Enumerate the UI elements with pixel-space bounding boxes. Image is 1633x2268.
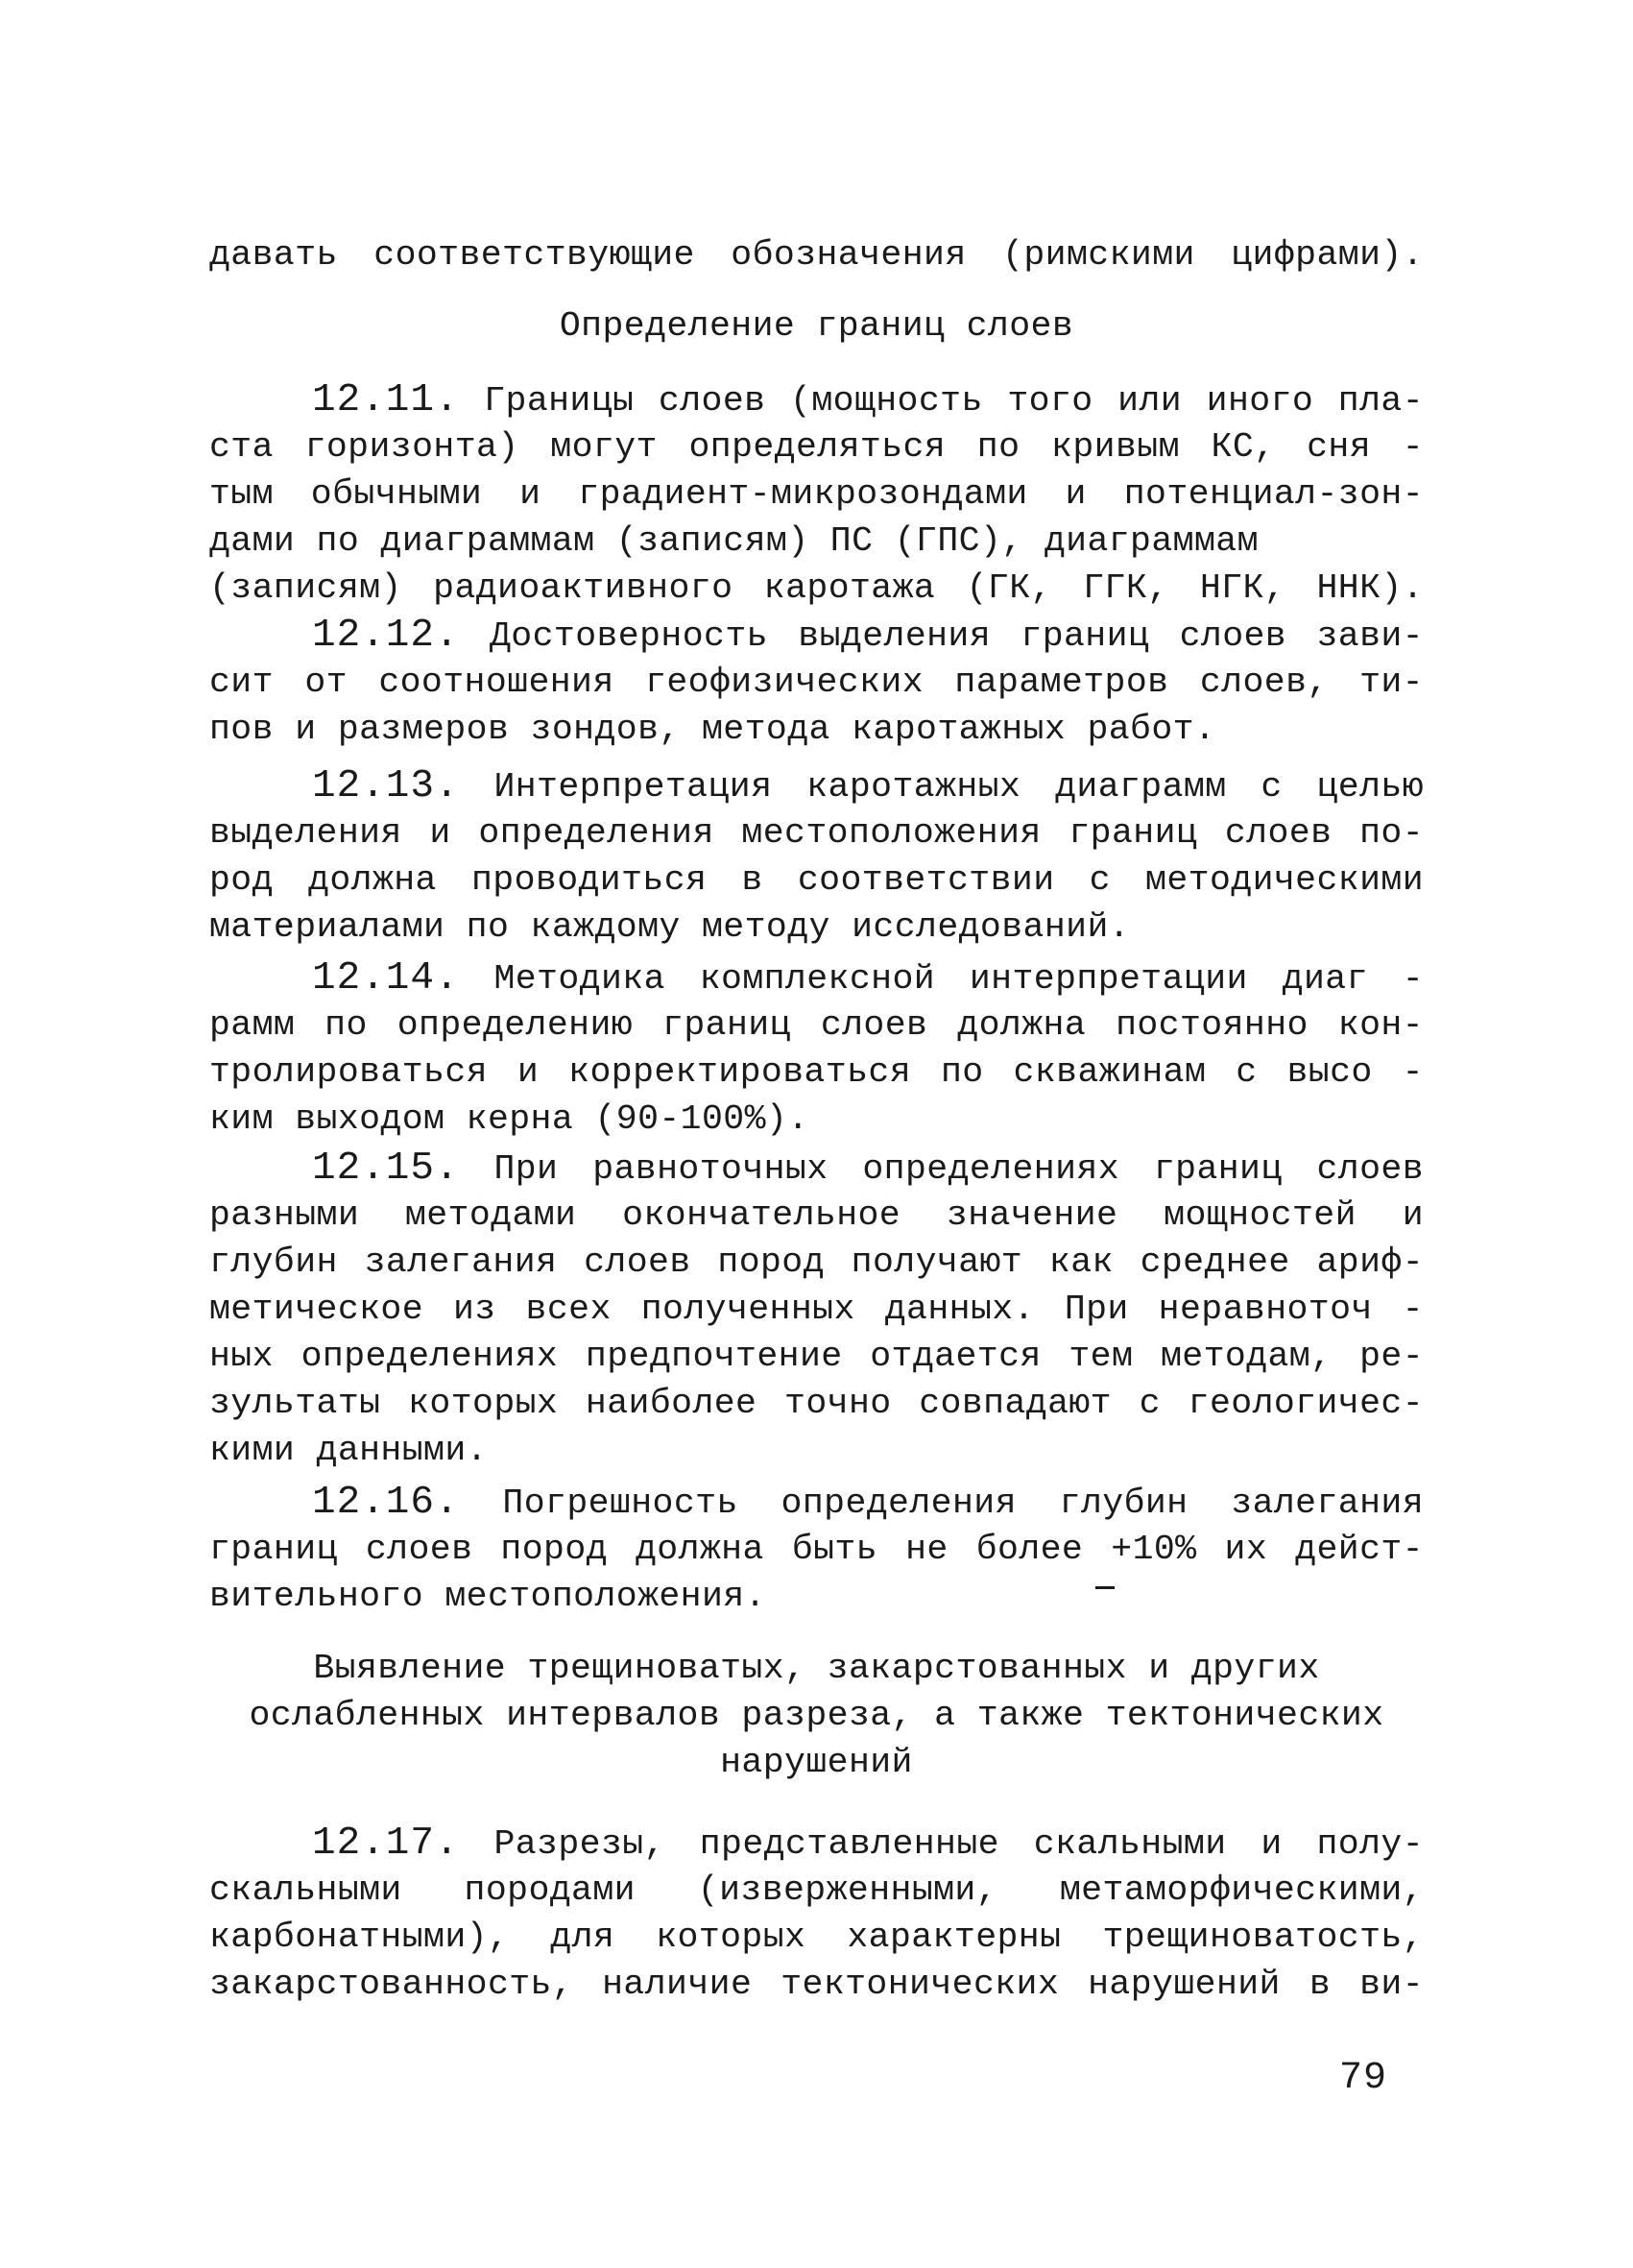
text-line: материалами по каждому методу исследований.: [209, 907, 1131, 947]
clause-number: 12.14.: [312, 956, 460, 1001]
text-line: тролироваться и корректироваться по скважинам с высо -: [209, 1052, 1424, 1092]
paragraph-first-line: [312, 612, 1424, 661]
text-line: метическое из всех полученных данных. При неравноточ -: [209, 1290, 1424, 1329]
paragraph-first-line: [312, 1820, 1424, 1869]
text-line: разными методами окончательное значение мощностей и: [209, 1195, 1424, 1235]
text-line: рамм по определению границ слоев должна постоянно кон-: [209, 1005, 1424, 1045]
text-line: дами по диаграммам (записям) ПС (ГПС), диаграммам: [209, 521, 1259, 561]
paragraph-first-line: [312, 376, 1424, 425]
text-line: ким выходом керна (90-100%).: [209, 1099, 809, 1139]
text-line: (записям) радиоактивного каротажа (ГК, ГГК, НГК, ННК).: [209, 568, 1424, 608]
text-line: тым обычными и градиент-микрозондами и потенциал-зон-: [209, 474, 1424, 514]
text-span: Погрешность определения глубин залегания: [459, 1484, 1424, 1523]
text-line: ста горизонта) могут определяться по кривым КС, сня -: [209, 427, 1424, 467]
text-span: Границы слоев (мощность того или иного пла-: [459, 381, 1424, 421]
text-line: сит от соотношения геофизических параметров слоев, ти-: [209, 663, 1424, 702]
text-line: вительного местоположения.: [209, 1577, 766, 1616]
section-heading: нарушений: [720, 1743, 913, 1782]
text-line: выделения и определения местоположения границ слоев по-: [209, 813, 1424, 853]
text-line: карбонатными), для которых характерны трещиноватость,: [209, 1918, 1424, 1957]
clause-number: 12.12.: [312, 614, 460, 658]
clause-number: 12.11.: [312, 378, 460, 422]
clause-number: 12.13.: [312, 764, 460, 808]
text-line: род должна проводиться в соответствии с методическими: [209, 860, 1424, 900]
text-line: давать соответствующие обозначения (римскими цифрами).: [209, 235, 1424, 275]
text-line: границ слоев пород должна быть не более +10% их дейст-: [209, 1530, 1424, 1569]
clause-number: 12.17.: [312, 1822, 460, 1866]
text-span: Достоверность выделения границ слоев зави-: [459, 616, 1424, 656]
text-span: Интерпретация каротажных диаграмм с целью: [459, 767, 1424, 807]
paragraph-first-line: [312, 1145, 1424, 1194]
paragraph-first-line: [312, 954, 1424, 1003]
text-line: зультаты которых наиболее точно совпадают с геологичес-: [209, 1384, 1424, 1423]
text-span: При равноточных определениях границ слоев: [459, 1149, 1424, 1189]
section-heading: Выявление трещиноватых, закарстованных и других: [313, 1649, 1320, 1688]
section-heading: Определение границ слоев: [559, 306, 1074, 346]
paragraph-first-line: [312, 1479, 1424, 1528]
text-line: ных определениях предпочтение отдается тем методам, ре-: [209, 1337, 1424, 1376]
text-line: глубин залегания слоев пород получают как среднее ариф-: [209, 1243, 1424, 1282]
text-span: Методика комплексной интерпретации диаг -: [459, 959, 1424, 999]
clause-number: 12.16.: [312, 1481, 460, 1525]
text-line: пов и размеров зондов, метода каротажных работ.: [209, 710, 1216, 749]
page-number: 79: [1339, 2057, 1388, 2100]
text-line: закарстованность, наличие тектонических нарушений в ви-: [209, 1965, 1424, 2004]
section-heading: ослабленных интервалов разреза, а также тектонических: [249, 1696, 1384, 1735]
clause-number: 12.15.: [312, 1146, 460, 1191]
paragraph-first-line: [312, 762, 1424, 811]
text-line: скальными породами (изверженными, метаморфическими,: [209, 1870, 1424, 1910]
text-span: Разрезы, представленные скальными и полу-: [459, 1824, 1424, 1864]
text-line: кими данными.: [209, 1431, 488, 1470]
